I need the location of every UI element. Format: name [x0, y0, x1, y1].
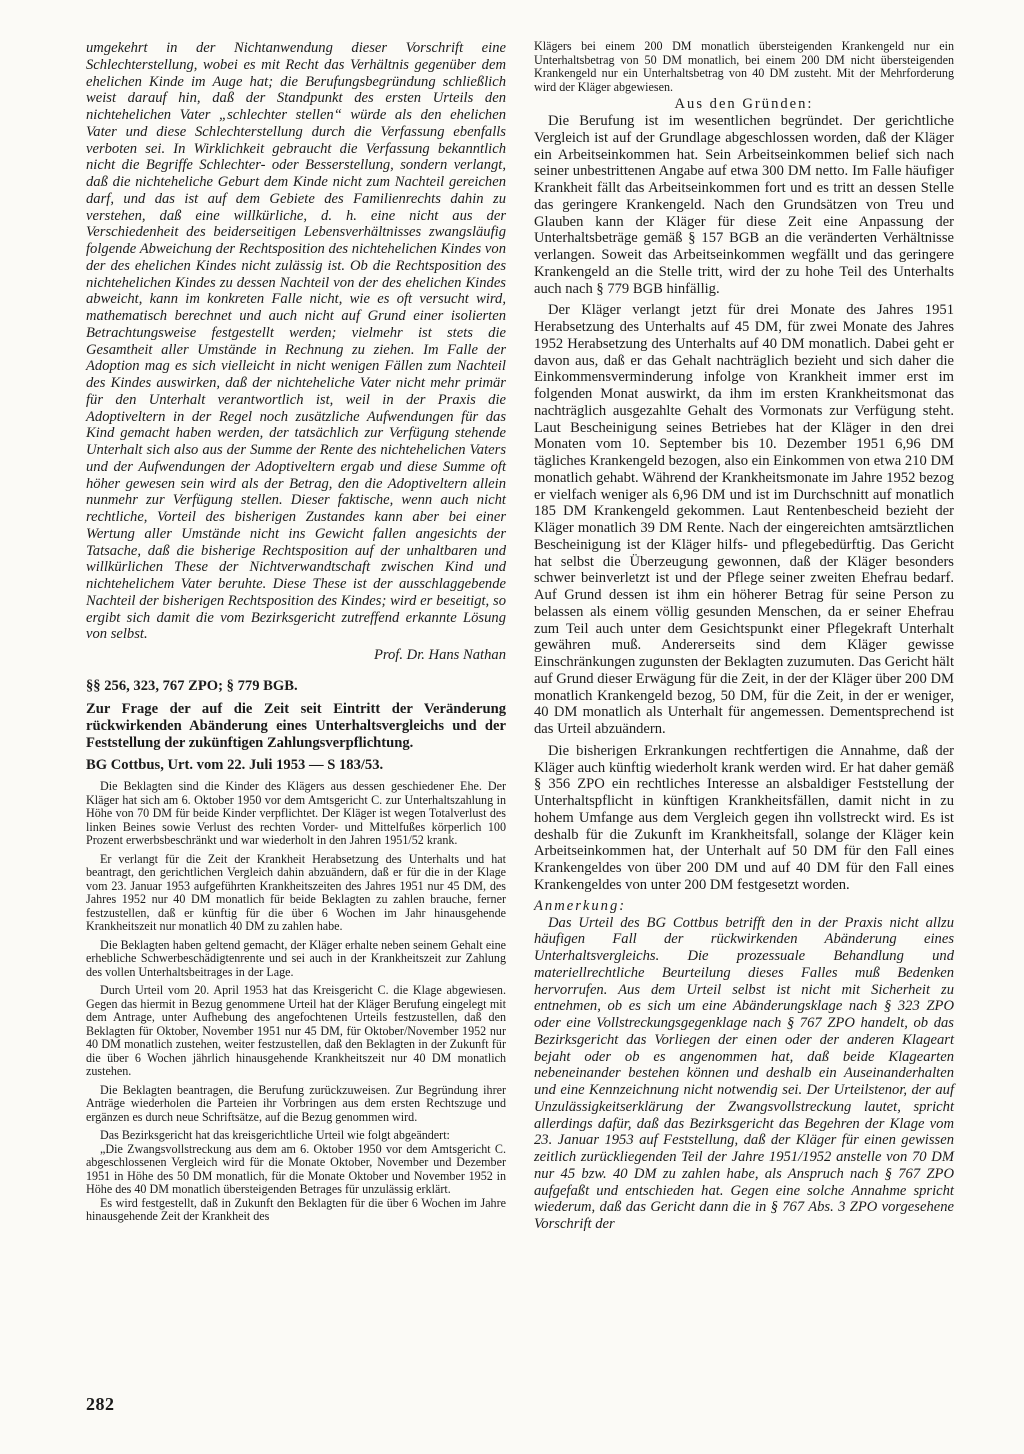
court-citation: BG Cottbus, Urt. vom 22. Juli 1953 — S 183/53.	[86, 757, 384, 774]
facts-paragraph: Die Beklagten sind die Kinder des Klägers aus dessen geschiedener Ehe. Der Kläger hat sich am 6. Oktober 1950 vor dem Amtsgericht C. zur Unterhaltszahlung in Höhe von 70 DM für beide Kinder verpflichtet. Der Kläger ist wegen Totalverlust des linken Beines sowie Verlust des rechten Vorder- und Mittelfußes körperlich 100 Prozent erwerbsbeschränkt und war wiederholt in den Jahren 1951/52 krank.	[86, 779, 506, 848]
reasons-paragraph: Die bisherigen Erkrankungen rechtfertigen die Annahme, daß der Kläger auch künftig wiederholt krank werden wird. Er hat daher gemäß § 356 ZPO ein rechtliches Interesse an alsbaldiger Feststellung der Unterhaltspflicht in künftigen Krankheitsfällen, damit nicht in zu hohem Umfange aus dem Vergleich gegen ihn vollstreckt wird. Es ist deshalb für die Zukunft im Krankheitsfall, solange der Kläger kein Arbeitseinkommen hat, der Unterhalt auf 50 DM für den Fall eines Krankengeldes von über 200 DM und auf 40 DM für den Fall eines Krankengeldes von unter 200 DM festgesetzt worden.	[534, 742, 954, 893]
note-paragraph: Das Urteil des BG Cottbus betrifft den in der Praxis nicht allzu häufigen Fall der rückwirkenden Abänderung eines Unterhaltsvergleichs. Die prozessuale Behandlung und materiellrechtliche Beurteilung dieses Falles muß Bedenken hervorrufen. Aus dem Urteil selbst ist nicht mit Sicherheit zu entnehmen, ob es sich um eine Abänderungsklage nach § 323 ZPO oder eine Vollstreckungsgegenklage nach § 767 ZPO handelt, ob das Bezirksgericht das Vorliegen der einen oder der anderen Klageart bejaht oder ob es angenommen hat, daß beide Klagearten nebeneinander bestehen können und deshalb ein Auseinanderhalten und eine Kennzeichnung nicht notwendig sei. Der Urteilstenor, der auf Unzulässigkeitserklärung der Zwangsvollstreckung lautet, spricht allerdings dafür, daß das Bezirksgericht das Begehren der Klage vom 23. Januar 1953 auf Feststellung, daß der Kläger für einen gewissen zeitlich zurückliegenden Teil der Jahre 1951/1952 anstelle von 70 DM nur 45 bzw. 40 DM zu zahlen habe, als Anspruch nach § 767 ZPO aufgefaßt und entschieden hat. Gegen eine solche Annahme spricht wiederum, daß das Gericht dann die in § 767 Abs. 3 ZPO vorgesehene Vorschrift der	[534, 914, 954, 1232]
judgment-quote-continuation: Klägers bei einem 200 DM monatlich übersteigenden Krankengeld nur ein Unterhaltsbetrag von 50 DM monatlich, bei einem 200 DM nicht übersteigenden Krankengeld nur ein Unterhaltsbetrag von 40 DM zusteht. Mit der Mehrforderung wird der Kläger abgewiesen.	[534, 39, 954, 94]
left-column	[86, 40, 506, 1224]
facts-paragraph: Er verlangt für die Zeit der Krankheit Herabsetzung des Unterhalts und hat beantragt, den gerichtlichen Vergleich dahin abzuändern, daß er für die in der Klage vom 23. Januar 1953 aufgeführten Krankheitszeiten des Jahres 1951 nur 45 DM, des Jahres 1952 nur 40 DM monatlich für beide Beklagten zu zahlen brauche, ferner festzustellen, daß er künftig für die über 6 Wochen im Jahr hinausgehende Krankheitszeit nur monatlich 40 DM zu zahlen habe.	[86, 851, 506, 934]
note-heading: Anmerkung:	[534, 897, 627, 914]
facts-paragraph: Durch Urteil vom 20. April 1953 hat das Kreisgericht C. die Klage abgewiesen. Gegen das hiermit in Bezug genommene Urteil hat der Kläger Berufung eingelegt mit dem Antrage, unter Aufhebung des angefochtenen Urteils festzustellen, daß den Beklagten für Oktober, November 1951 nur 45 DM, für Oktober/November 1952 nur 40 DM monatlich zustehen, weiter festzustellen, daß den Beklagten in der Zukunft für die über 6 Wochen jährlich hinausgehende Krankheitszeit nur 40 DM monatlich zustehen.	[86, 983, 506, 1079]
author-signature: Prof. Dr. Hans Nathan	[373, 647, 506, 663]
commentary-continuation-paragraph: umgekehrt in der Nichtanwendung dieser Vorschrift eine Schlechterstellung, wobei es mit Recht das Verhältnis gegenüber dem ehelichen Kinde im Auge hat; die Berufungsbegründung schließlich weist darauf hin, daß der Standpunkt des ersten Urteils den nichtehelichen Vater „schlechter stellen“ würde als den ehelichen Vater und diese Schlechterstellung durch die Verfassung ebenfalls verboten sei. In Wirklichkeit gebraucht die Verfassung bekanntlich nicht die Begriffe Schlechter- oder Besserstellung, sondern verlangt, daß die nichteheliche Geburt dem Kinde nicht zum Nachteil gereichen darf, und das ist auf dem Gebiete des Familienrechts dahin zu verstehen, daß eine willkürliche, d. h. eine nicht aus der Verschiedenheit des beiderseitigen Lebensverhältnisses zwangsläufig folgende Abweichung der Rechtsposition des nichtehelichen Kindes von der des ehelichen Kindes nicht zulässig ist. Ob die Rechtsposition des nichtehelichen Kindes zu dessen Nachteil von der des ehelichen Kindes abweicht, kann im konkreten Falle nicht, wie es oft versucht wird, mathematisch berechnet und auch nicht auf Grund einer isolierten Betrachtungsweise festgestellt werden; vielmehr ist stets die Gesamtheit aller Umstände in Rechnung zu ziehen. Im Falle der Adoption mag es sich vielleicht in nicht wenigen Fällen zum Nachteil des Kindes auswirken, daß der nichteheliche Vater nicht mehr primär für den Unterhalt verantwortlich ist, weil in der Praxis die Adoptiveltern in der Regel noch zusätzliche Aufwendungen für das Kind gemacht haben werden, der tatsächlich zur Verfügung stehende Unterhalt sich also aus der Summe der Rente des nichtehelichen Vaters und der Aufwendungen der Adoptiveltern ergab und diese Summe oft höher gewesen sein wird als der Betrag, den die Adoptiveltern allein nunmehr zur Verfügung stellen. Dieser faktische, wenn auch nicht rechtliche, Vorteil des bisherigen Zustandes kann aber bei einer Wertung aller Umstände nicht ins Gewicht fallen angesichts der Tatsache, daß die bisherige Rechtsposition auf der unhaltbaren und willkürlichen These der Nichtverwandtschaft zwischen Kind und nichtehelichem Vater beruhte. Diese These ist der ausschlaggebende Nachteil der bisherigen Rechtsposition des Kindes; wird er beseitigt, so ergibt sich damit die vom Bezirksgericht zutreffend erkannte Lösung von selbst.	[86, 40, 506, 643]
page-number: 282	[86, 1394, 115, 1414]
facts-paragraph: Die Beklagten haben geltend gemacht, der Kläger erhalte neben seinem Gehalt eine erhebliche Schwerbeschädigtenrente und sei auch in der Krankheitszeit zur Zahlung des vollen Unterhaltsbeitrages in der Lage.	[86, 937, 506, 979]
statute-references: §§ 256, 323, 767 ZPO; § 779 BGB.	[86, 678, 298, 694]
right-column	[534, 40, 954, 1233]
facts-paragraph: Das Bezirksgericht hat das kreisgerichtliche Urteil wie folgt abgeändert:	[100, 1128, 450, 1143]
reasons-heading: Aus den Gründen:	[674, 96, 814, 112]
judgment-quote-paragraph: „Die Zwangsvollstreckung aus dem am 6. Oktober 1950 vor dem Amtsgericht C. abgeschlossenen Vergleich wird für die Monate Oktober, November und Dezember 1951 in Höhe des 50 DM monatlich, für die Monate Oktober und November 1952 in Höhe des 40 DM monatlich übersteigenden Betrages für unzulässig erklärt.	[86, 1141, 506, 1197]
judgment-quote-paragraph: Es wird festgestellt, daß in Zukunft den Beklagten für die über 6 Wochen im Jahre hinausgehende Zeit der Krankheit des	[86, 1195, 506, 1224]
reasons-paragraph: Die Berufung ist im wesentlichen begründet. Der gerichtliche Vergleich ist auf der Grundlage abgeschlossen worden, daß der Kläger ein Arbeitseinkommen hat. Sein Arbeitseinkommen belief sich nach seiner unbestrittenen Angabe auf etwa 300 DM netto. Im Falle häufiger Krankheit fällt das Arbeitseinkommen fort und es tritt an dessen Stelle das geringere Krankengeld. Nach den Grundsätzen von Treu und Glauben kann der Kläger für diese Zeit eine Anpassung der Unterhaltsbeträge gemäß § 157 BGB an die veränderten Verhältnisse verlangen. Soweit das Arbeitseinkommen wegfällt und das geringere Krankengeld an die Stelle tritt, wird der zu hohe Teil des Unterhalts auch nach § 779 BGB hinfällig.	[534, 113, 954, 297]
facts-paragraph: Die Beklagten beantragen, die Berufung zurückzuweisen. Zur Begründung ihrer Anträge wiederholen die Parteien ihr Vorbringen aus dem ersten Rechtszuge und ergänzen es durch neue Schriftsätze, auf die Bezug genommen wird.	[86, 1082, 506, 1124]
reasons-paragraph: Der Kläger verlangt jetzt für drei Monate des Jahres 1951 Herabsetzung des Unterhalts auf 45 DM, für zwei Monate des Jahres 1952 Herabsetzung des Unterhalts auf 40 DM monatlich. Dabei geht er davon aus, daß er das Gehalt nachträglich bezieht und sich daher die Einkommensverminderung infolge von Krankheit immer erst im folgenden Monat auswirkt, da ihm im ersten Krankheitsmonat das nachträglich ausgezahlte Gehalt des Vormonats zur Verfügung steht. Laut Bescheinigung seines Betriebes hat der Kläger in den drei Monaten vom 10. September bis 10. Dezember 1951 6,96 DM tägliches Krankengeld bezogen, also ein Einkommen von etwa 210 DM monatlich gehabt. Während der Krankheitsmonate im Jahre 1952 bezog er vielfach weniger als 6,96 DM und ist im Durchschnitt auf monatlich 185 DM Krankengeld gekommen. Laut Rentenbescheid bezieht der Kläger monatlich 39 DM Rente. Nach der eingereichten amtsärztlichen Bescheinigung ist der Kläger hilfs- und pflegebedürftig. Das Gericht hat selbst die Überzeugung gewonnen, daß der Kläger besonders schwer beinverletzt ist und der Pflege seiner zweiten Ehefrau bedarf. Auf Grund dessen ist ihm ein höherer Betrag für seine Person zu belassen als einem völlig gesunden Menschen, da er seiner Ehefrau zum Teil auch unter dem Gesichtspunkt einer Pflegekraft Unterhalt gewähren muß. Andererseits sind dem Kläger gewisse Einschränkungen zugunsten der Beklagten zuzumuten. Das Gericht hält auf Grund dieser Erwägung für die Zeit, in der der Kläger über 200 DM monatlich Krankengeld bezog, 50 DM, für die Zeit, in der er weniger, 40 DM monatlich als Unterhalt für angemessen. Dementsprechend ist das Urteil abzuändern.	[534, 302, 954, 737]
case-headnote: Zur Frage der auf die Zeit seit Eintritt der Veränderung rückwirkenden Abänderung eines Unterhaltsvergleichs und der Feststellung der zukünftigen Zahlungsverpflichtung.	[86, 701, 506, 751]
